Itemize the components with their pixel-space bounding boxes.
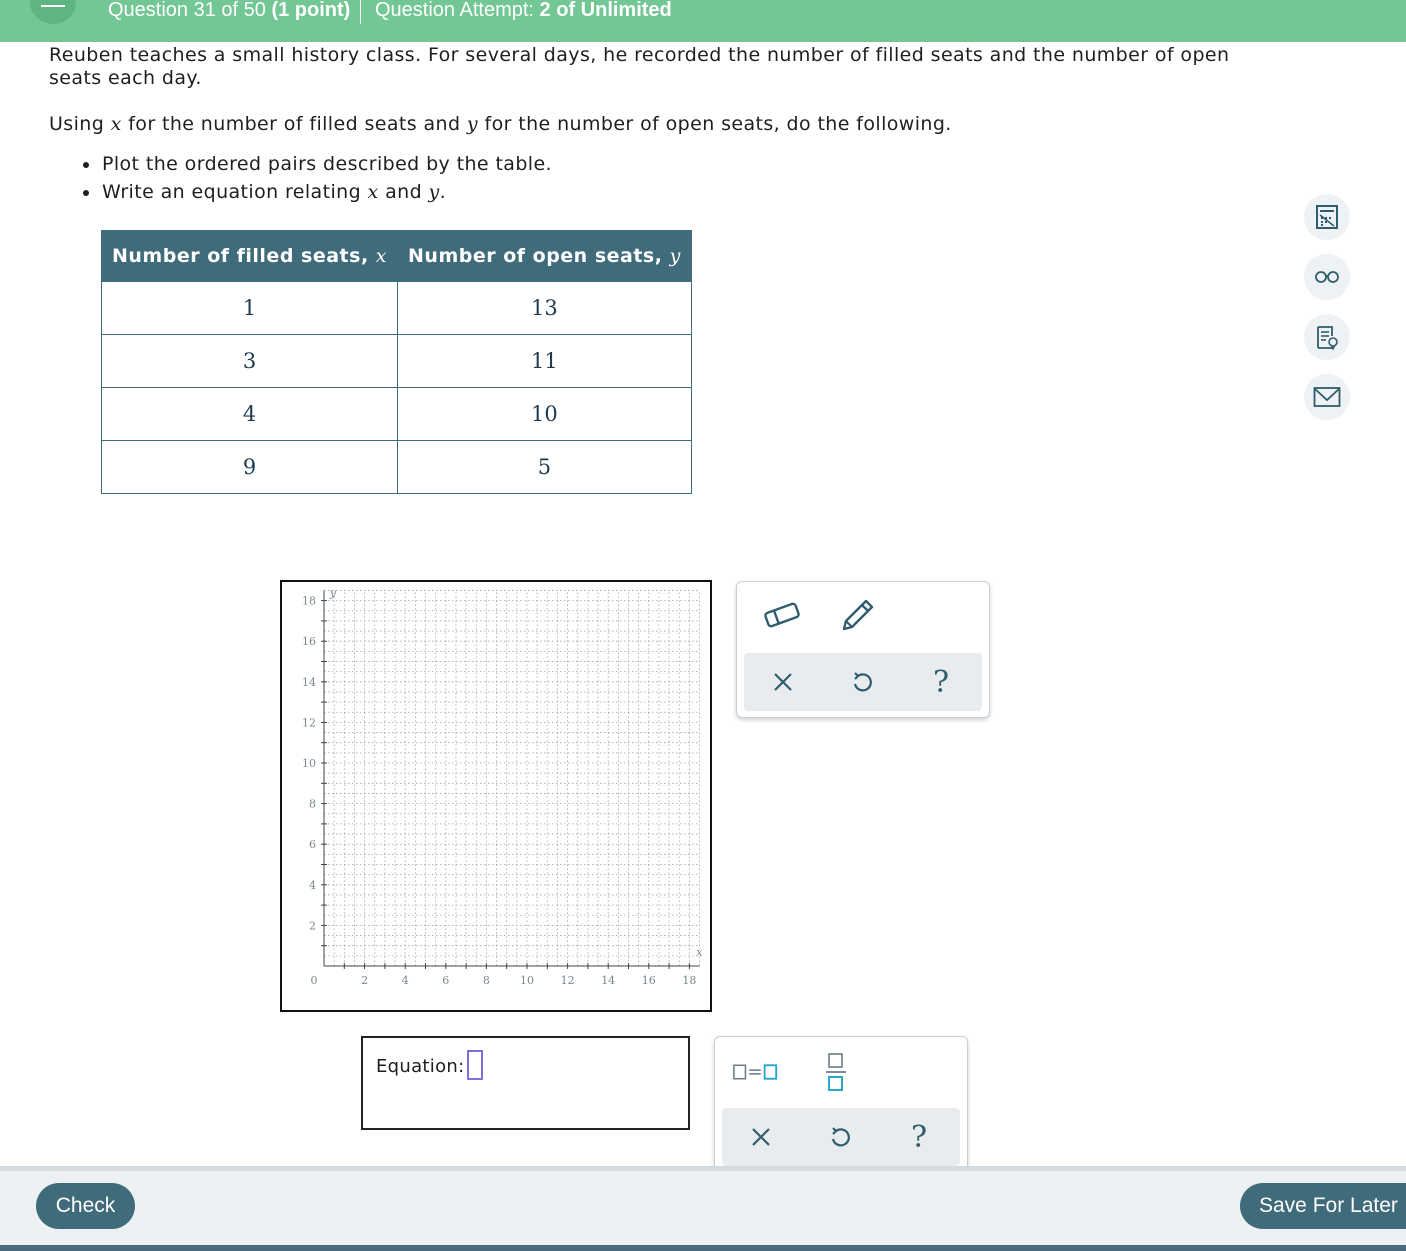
help-icon: ?: [932, 664, 950, 700]
equation-template-icon: [731, 1060, 781, 1084]
data-table: [101, 230, 692, 494]
table-cell: 5: [398, 441, 692, 494]
equation-input[interactable]: [467, 1050, 483, 1080]
x-tick-label: 18: [682, 974, 697, 987]
table-cell: 1: [102, 282, 398, 335]
help-icon: ?: [910, 1119, 928, 1155]
pencil-tool-button[interactable]: [833, 592, 883, 638]
y-tick-label: 12: [302, 716, 316, 730]
x-tick-label: 12: [560, 974, 575, 987]
undo-icon: [851, 670, 873, 694]
y-tick-label: 4: [309, 878, 316, 892]
footer-bar: [0, 1166, 1406, 1251]
mail-icon: [1313, 386, 1341, 408]
table-row: [102, 282, 692, 335]
reading-glasses-button[interactable]: [1304, 254, 1350, 300]
eraser-tool-button[interactable]: [757, 592, 807, 638]
x-tick-label: 14: [601, 974, 616, 987]
y-axis-label: y: [329, 586, 337, 600]
clear-icon: [773, 672, 793, 692]
x-axis-label: x: [696, 946, 703, 959]
clear-icon: [751, 1127, 771, 1147]
equation-label: Equation:: [376, 1056, 465, 1077]
problem-intro: Reuben teaches a small history class. For several days, he recorded the number of filled seats and the number of open seats each day.: [49, 44, 1230, 89]
eraser-icon: [762, 600, 802, 630]
coordinate-plane[interactable]: [282, 582, 710, 1010]
table-cell: 13: [398, 282, 692, 335]
y-tick-label: 6: [309, 838, 316, 852]
column-header-filled: Number of filled seats, x: [102, 231, 398, 282]
table-row: [102, 388, 692, 441]
table-cell: 11: [398, 335, 692, 388]
x-tick-label: 2: [361, 974, 369, 987]
check-button[interactable]: Check: [36, 1183, 135, 1229]
attempt-counter: Question Attempt: 2 of Unlimited: [375, 0, 672, 21]
table-cell: 9: [102, 441, 398, 494]
graph-action-bar: [744, 653, 982, 711]
x-tick-label: 6: [442, 974, 450, 987]
undo-icon: [829, 1125, 851, 1149]
x-tick-label: 4: [401, 974, 409, 987]
equation-help-button[interactable]: [894, 1114, 944, 1160]
graph-help-button[interactable]: [916, 659, 966, 705]
graph-area[interactable]: [280, 580, 712, 1012]
menu-button[interactable]: [30, 0, 76, 24]
equation-template-button[interactable]: [731, 1049, 781, 1095]
problem-instructions: Using x for the number of filled seats and y for the number of open seats, do the following.: [49, 113, 952, 135]
menu-icon: [41, 5, 65, 7]
table-cell: 3: [102, 335, 398, 388]
problem-statement: [49, 44, 1269, 206]
x-tick-label: 10: [520, 974, 534, 987]
table-cell: 10: [398, 388, 692, 441]
glasses-icon: [1314, 270, 1340, 284]
undo-equation-button[interactable]: [815, 1114, 865, 1160]
origin-label: 0: [310, 974, 318, 987]
fraction-button[interactable]: [811, 1049, 861, 1095]
question-counter: Question 31 of 50 (1 point): [108, 0, 351, 21]
task-item: • Plot the ordered pairs described by the table.: [101, 150, 1269, 178]
graph-toolbox: [736, 581, 990, 718]
equation-action-bar: [722, 1108, 960, 1166]
pencil-icon: [838, 595, 878, 635]
y-tick-label: 16: [302, 635, 316, 649]
calculator-icon: [1315, 204, 1339, 230]
header-divider: [360, 0, 361, 24]
top-bar: [0, 0, 1406, 42]
x-tick-label: 8: [482, 974, 490, 987]
y-tick-label: 18: [302, 594, 316, 608]
undo-graph-button[interactable]: [837, 659, 887, 705]
table-row: [102, 441, 692, 494]
clear-equation-button[interactable]: [736, 1114, 786, 1160]
y-tick-label: 14: [302, 675, 316, 689]
notes-icon: [1315, 324, 1339, 350]
table-row: [102, 335, 692, 388]
notes-button[interactable]: [1304, 314, 1350, 360]
table-cell: 4: [102, 388, 398, 441]
fraction-icon: [824, 1052, 848, 1092]
y-tick-label: 10: [302, 757, 316, 770]
save-for-later-button[interactable]: Save For Later: [1240, 1183, 1406, 1229]
equation-answer-box[interactable]: [361, 1036, 690, 1130]
equation-toolbox: [714, 1036, 968, 1177]
calculator-button[interactable]: [1304, 194, 1350, 240]
message-button[interactable]: [1304, 374, 1350, 420]
clear-graph-button[interactable]: [758, 659, 808, 705]
y-tick-label: 2: [309, 919, 316, 933]
column-header-open: Number of open seats, y: [398, 231, 692, 282]
x-tick-label: 16: [641, 974, 656, 987]
task-item: • Write an equation relating x and y.: [101, 178, 1269, 206]
table-header-row: [102, 231, 692, 282]
y-tick-label: 8: [309, 797, 316, 811]
task-list: [49, 150, 1269, 206]
